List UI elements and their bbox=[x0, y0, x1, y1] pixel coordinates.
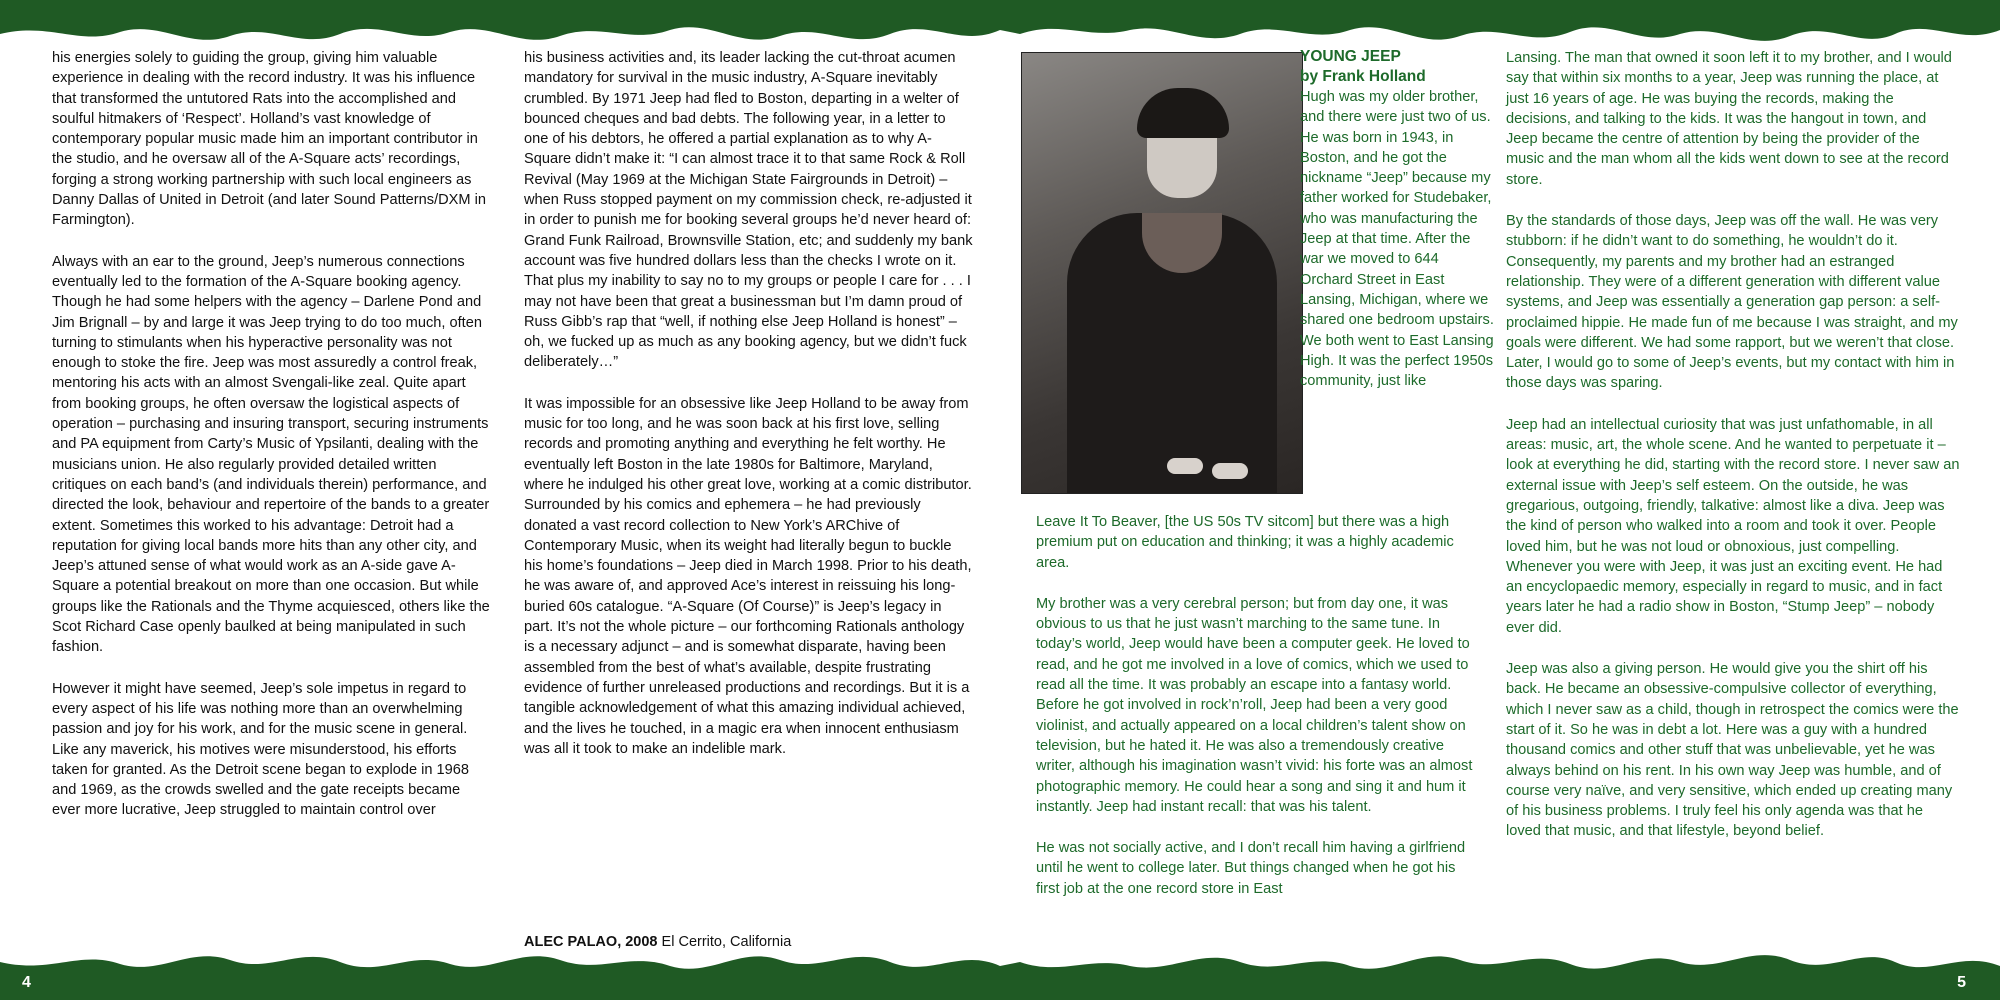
paragraph: It was impossible for an obsessive like Jeep Holland to be away from music for too long, and he was soon back at his first love, selling records and promoting anything and everything he felt worthy. He eventually left Boston in the late 1980s for Baltimore, Maryland, where he indulged his other great love, working at a comic distributor. Surrounded by his comics and ephemera – he had previously donated a vast record collection to New York’s ARChive of Contemporary Music, when its weight had literally begun to buckle his home’s foundations – Jeep died in March 1998. Prior to his death, he was aware of, and approved Ace’s interest in reissuing his long-buried 60s catalogue. “A-Square (Of Course)” is Jeep’s legacy in part. It’s not the whole picture – our forthcoming Rationals anthology is a necessary adjunct – and is somewhat disparate, having been assembled from the best of what’s available, despite frustrating evidence of further unreleased productions and recordings. But it is a tangible acknowledgement of what this amazing individual achieved, and the lives he touched, in a magic era when innocent enthusiasm was all it took to make an indelible mark. bbox=[524, 395, 972, 757]
paragraph: By the standards of those days, Jeep was off the wall. He was very stubborn: if he didn’t want to do something, he wouldn’t do it. Consequently, my parents and my brother had an estranged relationship. They were of a different generation with different value systems, and Jeep was essentially a generation gap person: a self-proclaimed hippie. He made fun of me because I was straight, and my goals were different. We had some rapport, but we weren’t that close. Later, I would go to some of Jeep’s events, but my contact with him in those days was sparing. bbox=[1506, 213, 1958, 392]
page-number-right: 5 bbox=[1957, 974, 1966, 991]
paragraph: However it might have seemed, Jeep’s sole impetus in regard to every aspect of his life was nothing more than an overwhelming passion and joy for his work, and for the music scene in general. Like any maverick, his motives were misunderstood, his efforts taken for granted. As the Detroit scene began to explode in 1968 and 1969, as the crowds swelled and the gate receipts became ever more lucrative, Jeep struggled to maintain control over bbox=[52, 680, 470, 819]
page-number-left: 4 bbox=[22, 974, 31, 991]
credit-year: , 2008 bbox=[617, 934, 658, 950]
right-column-1 bbox=[1036, 512, 1482, 920]
paragraph: his energies solely to guiding the group, giving him valuable experience in dealing with the record industry. It was his influence that transformed the untutored Rats into the accomplished and soulful hitmakers of ‘Respect’. Holland’s vast knowledge of contemporary popular music made him an important contributor in the studio, and he oversaw all of the A-Square acts’ recordings, forging a strong working partnership with such local engineers as Danny Dallas of United in Detroit (and later Sound Patterns/DXM in Farmington). bbox=[52, 50, 486, 229]
credit-name: ALEC PALAO bbox=[524, 934, 618, 950]
paragraph: Leave It To Beaver, [the US 50s TV sitcom] but there was a high premium put on education and thinking; it was a highly academic area. bbox=[1036, 514, 1454, 571]
paragraph: Jeep was also a giving person. He would give you the shirt off his back. He became an obsessive-compulsive collector of everything, which I never saw as a child, though in retrospect the comics were the start of it. So he was in debt a lot. Here was a guy with a hundred thousand comics and other stuff that was unbelievable, yet he was always behind on his rent. In his own way Jeep was humble, and of course very naïve, and very sensitive, which ended up creating many of his business problems. I truly feel his only agenda was that he loved that music, and that lifestyle, beyond belief. bbox=[1506, 661, 1959, 840]
photo-figure-hand bbox=[1212, 463, 1248, 479]
article-byline: by Frank Holland bbox=[1300, 68, 1426, 85]
article-heading: YOUNG JEEP bbox=[1300, 48, 1401, 65]
photo-figure-hair bbox=[1137, 88, 1229, 138]
right-column-intro bbox=[1300, 47, 1495, 412]
paragraph: Always with an ear to the ground, Jeep’s numerous connections eventually led to the formation of the A-Square booking agency. Though he had some helpers with the agency – Darlene Pond and Jim Brignall – by and large it was Jeep trying to do too much, often turning to stimulants when his hyperactive personality was not enough to stoke the fire. Jeep was most assuredly a control freak, mentoring his acts with an almost Svengali-like zeal. Quite apart from booking groups, he often oversaw the logistical aspects of operation – purchasing and insuring transport, securing instruments and PA equipment from Carty’s Music of Ypsilanti, dealing with the musicians union. He also regularly provided detailed written critiques on each band’s (and individuals therein) performance, and directed the look, behaviour and repertoire of the bands to a greater extent. Sometimes this worked to his advantage: Detroit had a reputation for giving local bands more hits than any other city, and Jeep’s attuned sense of what would work as an A-side gave A-Square a potential breakout on more than one occasion. But while groups like the Rationals and the Thyme acquiesced, others like the Scot Richard Case openly baulked at being manipulated in such fashion. bbox=[52, 253, 490, 656]
paragraph: his business activities and, its leader lacking the cut-throat acumen mandatory for survival in the music industry, A-Square inevitably crumbled. By 1971 Jeep had fled to Boston, departing in a welter of bounced cheques and bad debts. The following year, in a letter to one of his debtors, he offered a partial explanation as to why A-Square didn’t make it: “I can almost trace it to that same Rock & Roll Revival (May 1969 at the Michigan State Fairgrounds in Detroit) – when Russ stopped payment on my commission check, re-adjusted it in order to punish me for booking several groups he’d never heard of: Grand Funk Railroad, Brownsville Station, etc; and suddenly my bank account was five hundred dollars less than the checks I wrote on it. That plus my inability to say no to my groups or people I care for . . . I may not have been that great a businessman but I’m damn proud of Russ Gibb’s rap that “well, if nothing else Jeep Holland is honest” – oh, we fucked up as much as any booking agency, but we didn’t fuck deliberately…” bbox=[524, 50, 973, 371]
left-column-1 bbox=[52, 48, 492, 842]
left-column-2 bbox=[524, 48, 974, 780]
credit-place: El Cerrito, California bbox=[661, 934, 792, 950]
author-credit bbox=[524, 934, 791, 950]
paragraph: Lansing. The man that owned it soon left it to my brother, and I would say that within six months to a year, Jeep was running the place, at just 16 years of age. He was buying the records, making the decisions, and talking to the kids. It was the hangout in town, and Jeep became the centre of attention by being the provider of the music and the man whom all the kids went down to see at the record store. bbox=[1506, 50, 1952, 188]
paragraph: He was not socially active, and I don’t recall him having a girlfriend until he went to college later. But things changed when he got his first job at the one record store in East bbox=[1036, 840, 1466, 897]
paragraph: Hugh was my older brother, and there were just two of us. He was born in 1943, in Boston, and he got the nickname “Jeep” because my father worked for Studebaker, who was manufacturing the Jeep at that time. After the war we moved to 644 Orchard Street in East Lansing, Michigan, where we shared one bedroom upstairs. We both went to East Lansing High. It was the perfect 1950s community, just like bbox=[1300, 89, 1494, 390]
paragraph: My brother was a very cerebral person; but from day one, it was obvious to us that he just wasn’t marching to the same tune. In today’s world, Jeep would have been a computer geek. He loved to read, and he got me involved in a love of comics, which we used to read all the time. It was probably an escape into a fantasy world. Before he got involved in rock’n’roll, Jeep had been a very good violinist, and actually appeared on a local children’s talent show on television, but he hated it. He was also a tremendously creative writer, although his imagination wasn’t vivid: his forte was an almost photographic memory. He could hear a song and sing it and hum it instantly. Jeep had instant recall: that was his talent. bbox=[1036, 595, 1473, 815]
photo-figure-hand bbox=[1167, 458, 1203, 474]
right-column-2 bbox=[1506, 48, 1961, 863]
young-jeep-photo bbox=[1021, 52, 1303, 494]
paragraph: Jeep had an intellectual curiosity that was just unfathomable, in all areas: music, art, the whole scene. And he wanted to perpetuate it – look at everything he did, starting with the record store. I never saw an external issue with Jeep’s self esteem. On the outside, he was gregarious, outgoing, friendly, talkative: almost like a diva. Jeep was the kind of person who walked into a room and took it over. People loved him, but he was not loud or obnoxious, just compelling. Whenever you were with Jeep, it was just an exciting event. He had an encyclopaedic memory, especially in regard to music, and in fact years later he had a radio show in Boston, “Stump Jeep” – nobody ever did. bbox=[1506, 416, 1960, 636]
